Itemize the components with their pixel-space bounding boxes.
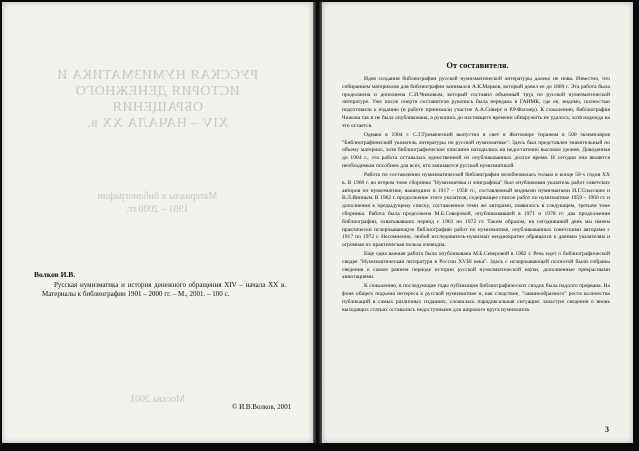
foreword-paragraph: Однако в 1904 г. С.Г.Громаческий выпустил в свет в Житомире тиражом в 500 экземпляров "Библиографический указатель литературы по русской нумизматике". Здесь был представлен значительный по объему материал, хотя библиографические описания находились на недостаточно высоком уровне. Доведенная до 1904 г., эта работа оставалась единственной из опубликованных долгое время. И сегодня она является необходимым пособием для всех, кто занимается русской нумизматикой.	[342, 131, 610, 169]
copyright-notice: © И.В.Волков, 2001	[232, 403, 292, 411]
foreword-body	[342, 76, 610, 315]
left-page	[2, 2, 313, 443]
author-name: Волков И.В.	[34, 270, 76, 279]
bleed-through-subtitle: Материалы к библиографии 1901 – 2000 гг.	[97, 191, 218, 215]
foreword-paragraph: К сожалению, в последующие годы публикация библиографических сводок была надолго прервана. На фоне общего подъема интереса к русской нумизматике и, как следствие, "лавинообразного" роста количества публикаций в самых различных изданиях, сложилась парадоксальная ситуация: зачастую сведения о вновь выходящих статьях оставались недоступными для широкого круга нумизматов.	[342, 283, 610, 313]
bleed-through-title: РУССКАЯ НУМИЗМАТИКА И ИСТОРИЯ ДЕНЕЖНОГО ОБРАЩЕНИЯ XIV – НАЧАЛА XX в.	[56, 68, 259, 131]
bibliographic-entry: Русская нумизматика и история денежного обращения XIV – начала XX в. Материалы к библиографии 1901 – 2000 гг. – М., 2001. – 100 с.	[42, 281, 286, 298]
section-title: От составителя.	[446, 60, 509, 70]
bleed-through-footer: Москва 2001	[130, 394, 185, 405]
page-number: 3	[605, 425, 609, 434]
foreword-paragraph: Еще одна важная работа была опубликована М.Б.Северовой в 1982 г. Речь идет о библиографической сводке "Нумизматическая литература в России XVIII века". Здесь с исчерпывающей полнотой были собраны сведения о самом раннем периоде истории русской нумизматической науки, дополненные прекрасными аннотациями.	[342, 251, 610, 281]
right-page	[322, 2, 633, 443]
book-gutter	[313, 2, 322, 443]
foreword-paragraph: Идея создания библиографии русской нумизматической литературы далеко не нова. Известно, что собиранием материалов для библиографии занимался А.К.Марков, который довел ее до 1889 г. Эта работа была продолжена и дополнена С.И.Чижовым, который составил объемный труд по русской нумизматической литературе. Уже после смерти составителя рукопись была передана в ГАИМК, где ее, видимо, полностью подготовили к изданию (в работе принимали участие А.А.Сиверс и Р.Р.Фасмер). К сожалению, библиография Чижова так и не была опубликована, а рукопись до настоящего времени обнаружить не удалось, хотя надежда на это остается.	[342, 76, 610, 129]
foreword-paragraph: Работа по составлению нумизматической библиографии возобновилась только в конце 50-х годов XX в. В 1960 г. во втором томе сборника "Нумизматика и эпиграфика" был опубликован указатель работ советских авторов по нумизматике, вышедших в 1917 – 1958 гг., составленный видными нумизматами И.Г.Спасским и В.Л.Яниным. В 1962 г. продолжение этого указателя, содержащее список работ по нумизматике 1959 – 1960 гг. и дополнения к предыдущему списку, составленное теми же авторами, появилось в следующем, третьем томе сборника. Работа была продолжена М.Б.Северовой, опубликовавшей в 1971 и 1978 гг. два продолжения библиографии, охватывавших период с 1961 по 1972 гг. Таким образом, на сегодняшний день мы имеем практически исчерпывающую библиографию работ по нумизматике, опубликованных советскими авторами с 1917 по 1972 г. Несомненно, любой исследователь-нумизмат неоднократно обращался к данным указателям и огромная их практическая польза очевидна.	[342, 171, 610, 249]
